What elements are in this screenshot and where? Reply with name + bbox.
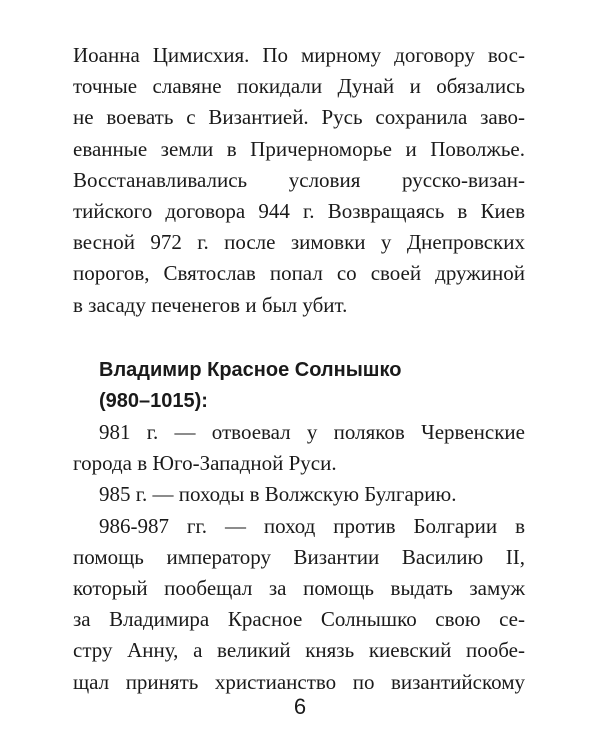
section-heading: Владимир Красное Солнышко	[99, 358, 402, 381]
text-line: весной 972 г. после зимовки у Днепровских	[73, 230, 525, 255]
text-line: помощь императору Византии Василию II,	[73, 544, 525, 569]
text-line: точные славяне покидали Дунай и обязались	[73, 74, 525, 99]
text-line: стру Анну, а великий князь киевский пообе-	[73, 638, 525, 663]
text-line: еванные земли в Причерноморье и Поволжье.	[73, 136, 525, 161]
section-heading-dates: (980–1015):	[99, 389, 208, 412]
text-line: тийского договора 944 г. Возвращаясь в Киев	[73, 198, 525, 223]
text-line: не воевать с Византией. Русь сохранила заво-	[73, 105, 525, 130]
text-line: Иоанна Цимисхия. По мирному договору вос-	[73, 43, 525, 67]
text-line: порогов, Святослав попал со своей дружиной	[73, 261, 525, 286]
text-line: 981 г. — отвоевал у поляков Червенские	[99, 420, 525, 445]
text-line: за Владимира Красное Солнышко свою се-	[73, 607, 525, 632]
entry-981	[73, 417, 525, 479]
entry-986-987	[73, 511, 525, 698]
text-line: который пообещал за помощь выдать замуж	[73, 576, 525, 600]
text-line: в засаду печенегов и был убит.	[73, 292, 348, 317]
page-number: 6	[293, 694, 307, 719]
paragraph-svyatoslav	[73, 40, 525, 321]
text-line: щал принять христианство по византийскому	[73, 669, 525, 694]
entry-985	[73, 479, 525, 510]
page-body	[73, 40, 525, 698]
section-vladimir	[73, 355, 525, 698]
section-gap	[73, 321, 525, 355]
text-line: 986-987 гг. — поход против Болгарии в	[99, 513, 525, 538]
text-line: города в Юго-Западной Руси.	[73, 451, 337, 476]
text-line: 985 г. — походы в Волжскую Булгарию.	[99, 482, 457, 507]
text-line: Восстанавливались условия русско-визан-	[73, 167, 525, 192]
